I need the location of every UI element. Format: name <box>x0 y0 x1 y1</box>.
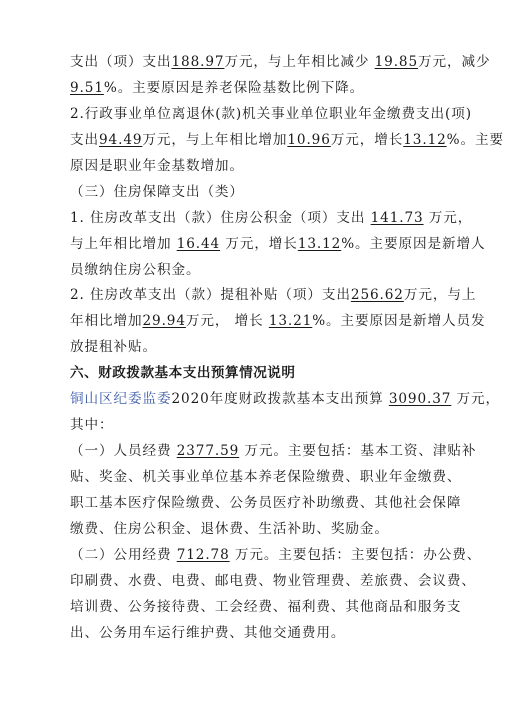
underlined-amount: 94.49 <box>99 132 143 148</box>
text-line <box>70 546 481 564</box>
text-segment: 与上年相比增加 <box>70 236 177 252</box>
text-segment: 万元。主要包括：基本工资、津贴补 <box>239 443 477 459</box>
text-line <box>70 131 504 149</box>
text-segment: 出、公务用车运行维护费、其他交通费用。 <box>70 625 346 641</box>
underlined-amount: 13.21 <box>268 313 313 329</box>
text-segment: 支出 <box>70 132 99 148</box>
text-segment: 原因是职业年金基数增加。 <box>70 158 244 174</box>
text-line <box>70 442 476 460</box>
text-segment: 2020年度财政拨款基本支出预算 <box>171 391 389 407</box>
text-segment: 培训费、公务接待费、工会经费、福利费、其他商品和服务支 <box>70 599 462 615</box>
text-segment: 放提租补贴。 <box>70 339 157 355</box>
text-line <box>70 312 485 330</box>
department-name: 铜山区纪委监委 <box>70 391 172 407</box>
text-segment: 万元， <box>451 391 501 407</box>
text-segment: %。主要 <box>446 132 504 148</box>
underlined-amount: 256.62 <box>350 287 404 303</box>
underlined-amount: 2377.59 <box>176 443 240 459</box>
text-segment: 万元，与上年相比增加 <box>142 132 288 148</box>
text-segment: 贴、奖金、机关事业单位基本养老保险缴费、职业年金缴费、 <box>70 469 462 485</box>
text-segment: （二）公用经费 <box>70 547 177 563</box>
text-segment: 万元， 增长 <box>185 313 269 329</box>
text-line <box>70 416 113 434</box>
underlined-amount: 16.44 <box>176 236 221 252</box>
text-line <box>70 53 491 71</box>
section-heading <box>70 364 296 382</box>
text-segment: （三）住房保障支出（类） <box>70 184 244 200</box>
underlined-amount: 3090.37 <box>388 391 452 407</box>
text-segment: （一）人员经费 <box>70 443 177 459</box>
text-line <box>70 235 486 253</box>
text-segment: 1. 住房改革支出（款）住房公积金（项）支出 <box>70 210 371 226</box>
text-segment: 万元，增长 <box>330 132 404 148</box>
text-segment: 六、财政拨款基本支出预算情况说明 <box>70 365 296 381</box>
text-segment: 万元，减少 <box>418 54 491 70</box>
text-line <box>70 598 461 616</box>
text-segment: 2. 住房改革支出（款）提租补贴（项）支出 <box>70 287 351 303</box>
text-segment: 万元，增长 <box>220 236 298 252</box>
text-segment: 印刷费、水费、电费、邮电费、物业管理费、差旅费、会议费、 <box>70 573 476 589</box>
text-segment: 万元。主要包括：主要包括：办公费、 <box>229 547 482 563</box>
underlined-amount: 13.12 <box>297 236 342 252</box>
section-subheading <box>70 183 244 201</box>
text-segment: 万元，与上年相比减少 <box>224 54 375 70</box>
text-line <box>70 624 345 642</box>
text-segment: 2.行政事业单位离退休(款)机关事业单位职业年金缴费支出(项) <box>70 106 472 122</box>
text-line <box>70 157 244 175</box>
text-line <box>70 468 461 486</box>
text-line <box>70 286 476 304</box>
text-segment: 支出（项）支出 <box>70 54 172 70</box>
text-segment: 万元，与上 <box>403 287 477 303</box>
text-segment: %。主要原因是新增人员发 <box>312 313 486 329</box>
text-line <box>70 209 472 227</box>
underlined-amount: 10.96 <box>287 132 331 148</box>
underlined-amount: 9.51 <box>70 80 104 96</box>
text-line <box>70 494 461 512</box>
text-line <box>70 105 472 123</box>
text-segment: 年相比增加 <box>70 313 143 329</box>
text-segment: %。主要原因是养老保险基数比例下降。 <box>103 80 365 96</box>
underlined-amount: 13.12 <box>403 132 447 148</box>
underlined-amount: 19.85 <box>374 54 419 70</box>
text-segment: 缴费、住房公积金、退休费、生活补助、奖励金。 <box>70 521 389 537</box>
text-line <box>70 390 500 408</box>
text-line <box>70 338 157 356</box>
text-segment: 职工基本医疗保险缴费、公务员医疗补助缴费、其他社会保障 <box>70 495 462 511</box>
underlined-amount: 712.78 <box>176 547 230 563</box>
underlined-amount: 188.97 <box>171 54 225 70</box>
text-segment: %。主要原因是新增人 <box>341 236 486 252</box>
underlined-amount: 29.94 <box>142 313 186 329</box>
text-segment: 员缴纳住房公积金。 <box>70 262 201 278</box>
text-segment: 其中： <box>70 417 114 433</box>
text-line <box>70 572 476 590</box>
text-line <box>70 261 200 279</box>
text-segment: 万元， <box>423 210 473 226</box>
underlined-amount: 141.73 <box>370 210 424 226</box>
text-line <box>70 79 364 97</box>
text-line <box>70 520 389 538</box>
